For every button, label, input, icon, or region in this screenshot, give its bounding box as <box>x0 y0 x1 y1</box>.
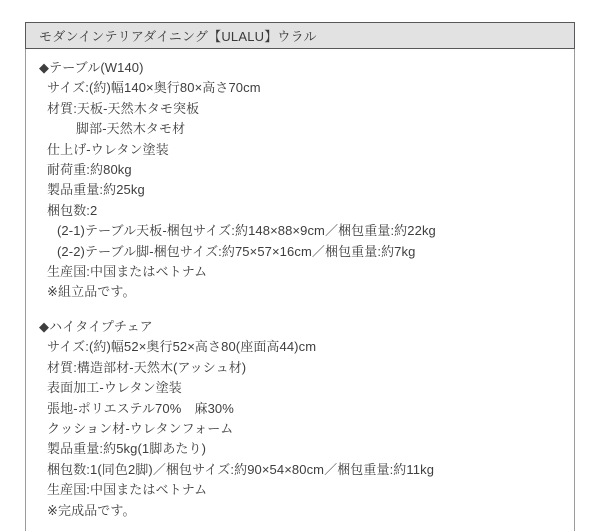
section-heading: ◆テーブル(W140) <box>39 60 144 75</box>
spec-line: 製品重量:約5kg(1脚あたり) <box>47 441 207 457</box>
section-heading: ◆ハイタイプチェア <box>39 318 153 334</box>
spec-line: サイズ:(約)幅140×奥行80×高さ70cm <box>47 80 261 96</box>
spec-line: 耐荷重:約80kg <box>47 162 132 178</box>
product-title: モダンインテリアダイニング【ULALU】ウラル <box>39 29 317 44</box>
spec-section <box>26 317 574 521</box>
product-title-bar <box>25 22 575 49</box>
spec-line: (2-2)テーブル脚-梱包サイズ:約75×57×16cm／梱包重量:約7kg <box>57 243 416 259</box>
spec-line: 生産国:中国またはベトナム <box>47 482 208 498</box>
spec-line: (2-1)テーブル天板-梱包サイズ:約148×88×9cm／梱包重量:約22kg <box>57 223 436 239</box>
spec-line: ※組立品です。 <box>47 284 136 300</box>
spec-line: 梱包数:1(同色2脚)／梱包サイズ:約90×54×80cm／梱包重量:約11kg <box>47 461 435 477</box>
spec-line: 表面加工-ウレタン塗装 <box>47 380 182 396</box>
spec-body <box>25 49 575 531</box>
spec-line: 梱包数:2 <box>47 202 98 218</box>
spec-line: 製品重量:約25kg <box>47 182 145 198</box>
spec-section <box>26 58 574 303</box>
spec-line: サイズ:(約)幅52×奥行52×高さ80(座面高44)cm <box>47 339 317 355</box>
spec-line: クッション材-ウレタンフォーム <box>47 420 234 436</box>
spec-line: ※完成品です。 <box>47 502 136 518</box>
spec-line: 生産国:中国またはベトナム <box>47 264 208 280</box>
spec-line: 張地-ポリエステル70% 麻30% <box>47 400 234 416</box>
spec-line: 材質:構造部材-天然木(アッシュ材) <box>47 359 247 375</box>
spec-sheet <box>25 22 575 531</box>
spec-line: 脚部-天然木タモ材 <box>76 121 186 137</box>
spec-line: 材質:天板-天然木タモ突板 <box>47 100 200 116</box>
spec-line: 仕上げ-ウレタン塗装 <box>47 141 169 157</box>
